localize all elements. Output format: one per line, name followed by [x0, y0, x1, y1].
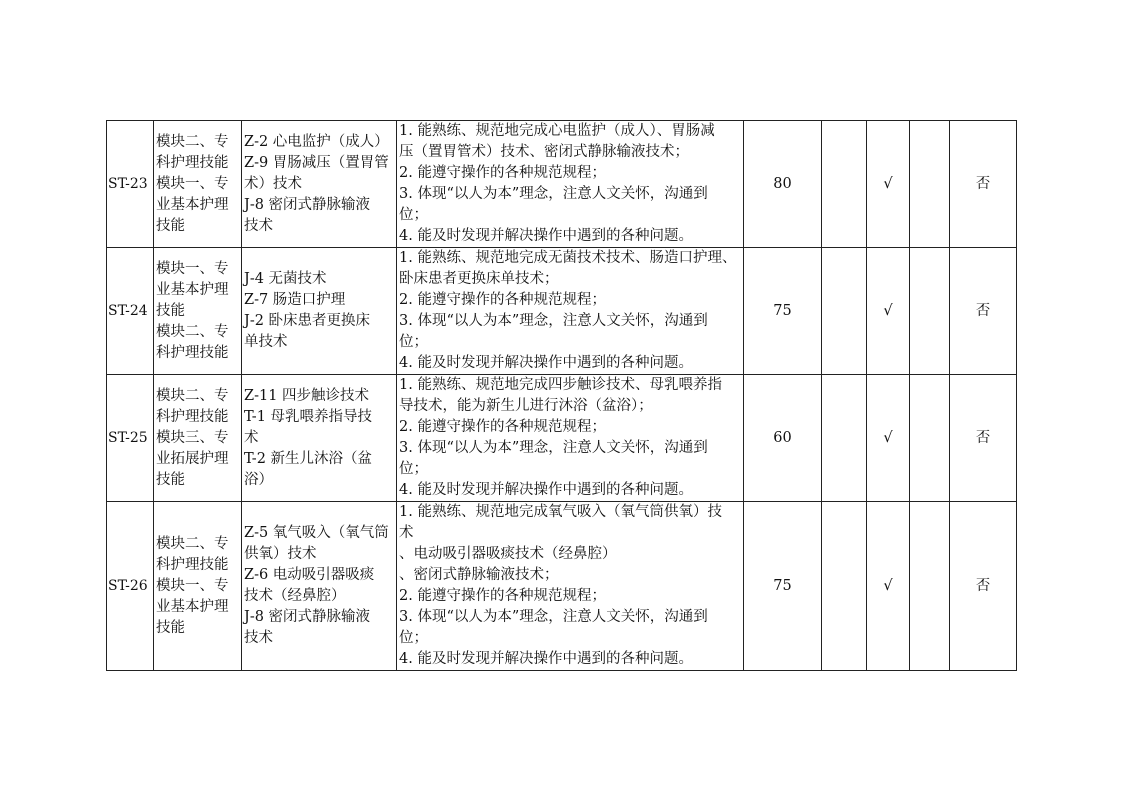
project-line: 浴）	[244, 471, 273, 488]
check-cell	[867, 375, 910, 502]
project-line: J-2 卧床患者更换床	[244, 313, 371, 329]
project-line: 技术（经鼻腔）	[244, 588, 346, 604]
check-cell	[867, 502, 910, 671]
requirement-line: 位；	[399, 334, 428, 350]
requirements-cell	[397, 248, 744, 375]
table-body	[107, 121, 1017, 671]
requirement-line: 2. 能遵守操作的各种规范规程；	[399, 165, 606, 181]
module-line: 技能	[156, 302, 185, 319]
requirement-line: 3. 体现“以人为本”理念，注意人文关怀，沟通到	[399, 313, 708, 329]
blank-cell	[910, 248, 950, 375]
requirement-line: 压（置胃管术）技术、密闭式静脉输液技术；	[399, 144, 689, 160]
answer-value: 否	[975, 577, 991, 594]
module-line: 模块二、专	[156, 323, 229, 340]
requirements-cell	[397, 502, 744, 671]
module-line: 科护理技能	[156, 408, 229, 425]
project-line: Z-2 心电监护（成人）	[244, 133, 389, 150]
project-line: Z-11 四步触诊技术	[244, 387, 370, 404]
score-cell	[744, 502, 822, 671]
check-cell	[867, 248, 910, 375]
project-line: 单技术	[244, 334, 288, 350]
project-cell	[242, 502, 397, 671]
project-line: Z-7 肠造口护理	[244, 292, 346, 308]
requirement-line: 3. 体现“以人为本”理念，注意人文关怀，沟通到	[399, 609, 708, 625]
project-line: T-2 新生儿沐浴（盆	[244, 450, 373, 467]
module-line: 模块二、专	[156, 387, 229, 404]
project-line: J-4 无菌技术	[244, 271, 327, 287]
requirement-line: 、密闭式静脉输液技术；	[399, 567, 559, 583]
requirement-line: 1. 能熟练、规范地完成无菌技术技术、肠造口护理、	[399, 250, 737, 266]
table-row	[107, 502, 1017, 671]
module-line: 模块一、专	[156, 260, 229, 277]
requirements-cell	[397, 121, 744, 248]
score-cell	[744, 375, 822, 502]
blank-cell	[822, 121, 867, 248]
requirement-line: 3. 体现“以人为本”理念，注意人文关怀，沟通到	[399, 186, 708, 202]
answer-cell	[950, 248, 1017, 375]
project-line: J-8 密闭式静脉输液	[244, 609, 371, 625]
item-id-cell	[107, 375, 154, 502]
requirement-line: 1. 能熟练、规范地完成心电监护（成人）、胃肠减	[399, 123, 715, 139]
check-mark: √	[883, 429, 893, 446]
module-line: 业基本护理	[156, 281, 229, 298]
requirement-line: 1. 能熟练、规范地完成四步触诊技术、母乳喂养指	[399, 377, 722, 393]
requirement-line: 术	[399, 525, 414, 541]
project-line: 供氧）技术	[244, 546, 317, 562]
answer-value: 否	[975, 429, 991, 446]
requirement-line: 4. 能及时发现并解决操作中遇到的各种问题。	[399, 228, 693, 244]
module-line: 技能	[156, 471, 185, 488]
score-cell	[744, 121, 822, 248]
requirement-line: 2. 能遵守操作的各种规范规程；	[399, 419, 606, 435]
module-line: 模块一、专	[156, 577, 229, 594]
requirement-line: 3. 体现“以人为本”理念，注意人文关怀，沟通到	[399, 440, 708, 456]
table-row	[107, 121, 1017, 248]
module-line: 技能	[156, 217, 185, 234]
score-cell	[744, 248, 822, 375]
requirement-line: 导技术，能为新生儿进行沐浴（盆浴）；	[399, 398, 653, 414]
answer-value: 否	[975, 175, 991, 192]
project-cell	[242, 248, 397, 375]
module-line: 科护理技能	[156, 344, 229, 361]
project-line: 术）技术	[244, 175, 302, 192]
project-line: 术	[244, 429, 259, 446]
answer-cell	[950, 375, 1017, 502]
blank-cell	[822, 502, 867, 671]
answer-value: 否	[975, 302, 991, 319]
module-line: 模块三、专	[156, 429, 229, 446]
requirement-line: 4. 能及时发现并解决操作中遇到的各种问题。	[399, 482, 693, 498]
score-value: 75	[773, 577, 792, 594]
project-line: Z-6 电动吸引器吸痰	[244, 567, 375, 583]
blank-cell	[910, 502, 950, 671]
score-value: 75	[773, 302, 792, 319]
requirement-line: 2. 能遵守操作的各种规范规程；	[399, 292, 606, 308]
requirement-line: 位；	[399, 630, 428, 646]
score-value: 60	[773, 429, 792, 446]
project-line: J-8 密闭式静脉输液	[244, 196, 371, 213]
module-line: 科护理技能	[156, 154, 229, 171]
requirement-line: 位；	[399, 461, 428, 477]
module-cell	[154, 121, 242, 248]
blank-cell	[910, 121, 950, 248]
module-line: 科护理技能	[156, 556, 229, 573]
item-id-cell	[107, 248, 154, 375]
item-id: ST-24	[108, 302, 148, 319]
requirement-line: 4. 能及时发现并解决操作中遇到的各种问题。	[399, 355, 693, 371]
module-line: 模块二、专	[156, 133, 229, 150]
module-line: 技能	[156, 619, 185, 636]
item-id-cell	[107, 502, 154, 671]
score-value: 80	[773, 175, 792, 192]
table-row	[107, 248, 1017, 375]
module-cell	[154, 248, 242, 375]
module-line: 业拓展护理	[156, 450, 229, 467]
module-cell	[154, 502, 242, 671]
answer-cell	[950, 502, 1017, 671]
item-id: ST-23	[108, 175, 148, 192]
requirements-cell	[397, 375, 744, 502]
assessment-table	[106, 120, 1017, 671]
answer-cell	[950, 121, 1017, 248]
project-cell	[242, 375, 397, 502]
blank-cell	[910, 375, 950, 502]
requirement-line: 位；	[399, 207, 428, 223]
project-line: Z-5 氧气吸入（氧气筒	[244, 525, 389, 541]
module-line: 业基本护理	[156, 598, 229, 615]
check-mark: √	[883, 302, 893, 319]
project-line: T-1 母乳喂养指导技	[244, 408, 373, 425]
project-line: 技术	[244, 217, 273, 234]
module-cell	[154, 375, 242, 502]
item-id: ST-26	[108, 577, 148, 594]
project-line: Z-9 胃肠减压（置胃管	[244, 154, 389, 171]
blank-cell	[822, 375, 867, 502]
item-id: ST-25	[108, 429, 148, 446]
requirement-line: 4. 能及时发现并解决操作中遇到的各种问题。	[399, 651, 693, 667]
requirement-line: 卧床患者更换床单技术；	[399, 271, 559, 287]
check-mark: √	[883, 577, 893, 594]
requirement-line: 2. 能遵守操作的各种规范规程；	[399, 588, 606, 604]
blank-cell	[822, 248, 867, 375]
requirement-line: 、电动吸引器吸痰技术（经鼻腔）	[399, 546, 617, 562]
check-cell	[867, 121, 910, 248]
module-line: 业基本护理	[156, 196, 229, 213]
project-cell	[242, 121, 397, 248]
item-id-cell	[107, 121, 154, 248]
requirement-line: 1. 能熟练、规范地完成氧气吸入（氧气筒供氧）技	[399, 504, 722, 520]
module-line: 模块二、专	[156, 535, 229, 552]
project-line: 技术	[244, 630, 273, 646]
table-row	[107, 375, 1017, 502]
check-mark: √	[883, 175, 893, 192]
module-line: 模块一、专	[156, 175, 229, 192]
